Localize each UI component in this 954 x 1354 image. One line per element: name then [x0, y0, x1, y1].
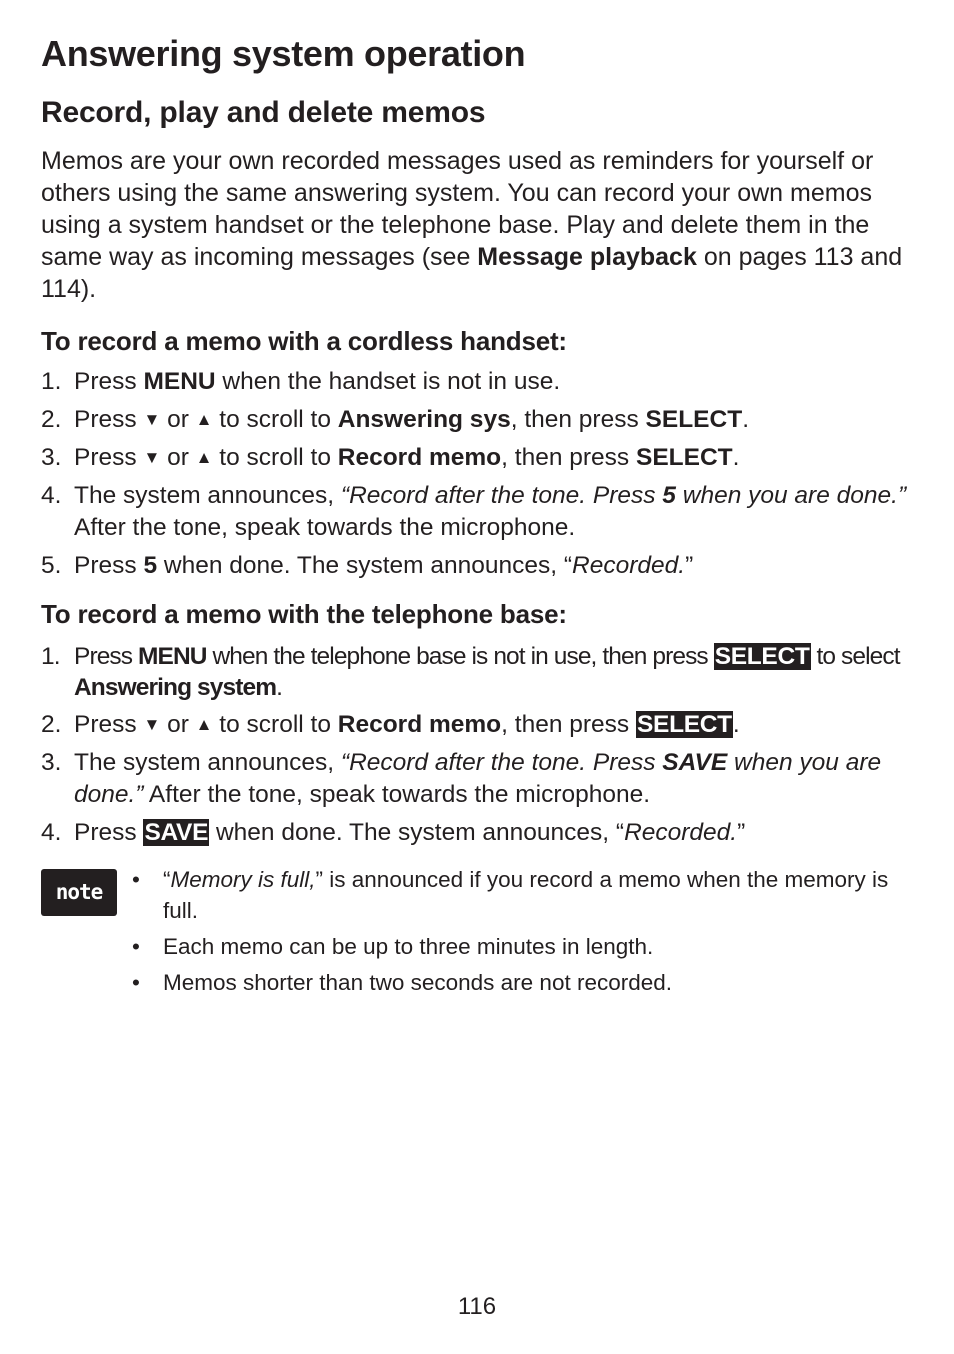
menu-item-label: Record memo — [337, 444, 502, 471]
bullet-icon: • — [132, 934, 140, 959]
step-text: The system announces, — [74, 749, 341, 776]
step-text: After the tone, speak towards the microphone. — [74, 514, 576, 541]
note-list — [132, 864, 892, 1003]
step-text: Press — [74, 444, 144, 471]
handset-heading: To record a memo with a cordless handset: — [41, 326, 567, 356]
step-text: ” — [685, 552, 694, 579]
step-text: to scroll to — [212, 444, 338, 471]
announcement-text: “Record after the tone. Press — [340, 482, 663, 509]
intro-tail: on pages 113 and 114). — [41, 243, 903, 303]
note-item — [132, 967, 892, 998]
step-number: 1. — [41, 368, 62, 395]
base-step-1 — [41, 641, 921, 703]
step-text: Press — [74, 643, 139, 670]
step-number: 4. — [41, 482, 62, 509]
step-number: 3. — [41, 749, 62, 776]
note-item — [132, 864, 892, 926]
note-text: Memos shorter than two seconds are not recorded. — [163, 970, 673, 995]
section-title: Record, play and delete memos — [41, 96, 486, 129]
select-key-label: SELECT — [714, 643, 810, 670]
step-text: Press — [74, 711, 144, 738]
step-text: Press — [74, 368, 144, 395]
base-step-4 — [41, 817, 921, 849]
step-text: Press — [74, 819, 144, 846]
step-text: . — [276, 674, 283, 701]
announcement-text: when you are done.” — [675, 482, 907, 509]
step-number: 4. — [41, 819, 62, 846]
handset-step-3 — [41, 442, 921, 474]
bullet-icon: • — [132, 867, 140, 892]
step-text: , then press — [501, 711, 636, 738]
note-text: ” is announced if you record a memo when the memory is full. — [163, 867, 889, 923]
step-text: or — [160, 444, 196, 471]
select-key-label: SELECT — [636, 711, 732, 738]
base-heading: To record a memo with the telephone base: — [41, 599, 567, 629]
step-text: . — [742, 406, 749, 433]
note-text: “ — [163, 867, 171, 892]
handset-step-2 — [41, 404, 921, 436]
step-number: 2. — [41, 711, 62, 738]
step-text: when done. The system announces, “ — [157, 552, 573, 579]
step-text: to scroll to — [212, 711, 338, 738]
announcement-text: when you are done.” — [74, 749, 882, 808]
announcement-text: Recorded. — [572, 552, 686, 579]
up-arrow-icon: ▲ — [195, 448, 213, 467]
step-text: Press — [74, 552, 144, 579]
step-number: 3. — [41, 444, 62, 471]
key-label: 5 — [662, 482, 676, 509]
save-key-label: SAVE — [144, 819, 209, 846]
step-text: to scroll to — [212, 406, 338, 433]
up-arrow-icon: ▲ — [195, 410, 213, 429]
key-label: MENU — [143, 368, 216, 395]
step-text: when the telephone base is not in use, then press — [206, 643, 714, 670]
step-text: The system announces, — [74, 482, 341, 509]
key-label: 5 — [143, 552, 158, 579]
step-text: ” — [737, 819, 746, 846]
step-number: 2. — [41, 406, 62, 433]
key-label: MENU — [138, 643, 207, 670]
note-italic-text: Memory is full, — [170, 867, 316, 892]
handset-step-4 — [41, 480, 921, 544]
base-step-3 — [41, 747, 921, 811]
up-arrow-icon: ▲ — [195, 715, 213, 734]
page-number: 116 — [457, 1293, 497, 1320]
menu-item-label: Record memo — [337, 711, 502, 738]
step-text: Press — [74, 406, 144, 433]
step-text: . — [732, 711, 740, 738]
handset-steps — [41, 366, 921, 588]
menu-item-label: Answering system — [74, 674, 277, 701]
step-text: , then press — [510, 406, 646, 433]
key-label: SELECT — [635, 444, 733, 471]
key-label: SAVE — [662, 749, 728, 776]
step-number: 5. — [41, 552, 62, 579]
note-item — [132, 931, 892, 962]
step-text: , then press — [501, 444, 636, 471]
note-text: Each memo can be up to three minutes in length. — [163, 934, 654, 959]
handset-step-5 — [41, 550, 921, 582]
step-text: After the tone, speak towards the microphone. — [143, 781, 651, 808]
step-number: 1. — [41, 643, 60, 670]
note-badge: note — [41, 869, 117, 916]
intro-text: Memos are your own recorded messages used as reminders for yourself or others using the same answering system. You can record your own memos using a system handset or the telephone base. Play and delete them in the same way as incoming messages (see — [41, 147, 874, 271]
base-steps — [41, 641, 921, 855]
step-text: when the handset is not in use. — [215, 368, 561, 395]
announcement-text: Recorded. — [624, 819, 738, 846]
step-text: to select — [810, 643, 900, 670]
step-text: . — [732, 444, 740, 471]
announcement-text: “Record after the tone. Press — [340, 749, 663, 776]
bullet-icon: • — [132, 970, 140, 995]
step-text: when done. The system announces, “ — [209, 819, 625, 846]
intro-bold-reference: Message playback — [477, 243, 697, 271]
down-arrow-icon: ▼ — [143, 410, 161, 429]
step-text: or — [160, 711, 196, 738]
down-arrow-icon: ▼ — [143, 448, 161, 467]
handset-step-1 — [41, 366, 921, 398]
menu-item-label: Answering sys — [337, 406, 511, 433]
base-step-2 — [41, 709, 921, 741]
page-title: Answering system operation — [41, 33, 526, 74]
key-label: SELECT — [645, 406, 743, 433]
intro-paragraph — [41, 145, 921, 305]
step-text: or — [160, 406, 196, 433]
down-arrow-icon: ▼ — [143, 715, 161, 734]
